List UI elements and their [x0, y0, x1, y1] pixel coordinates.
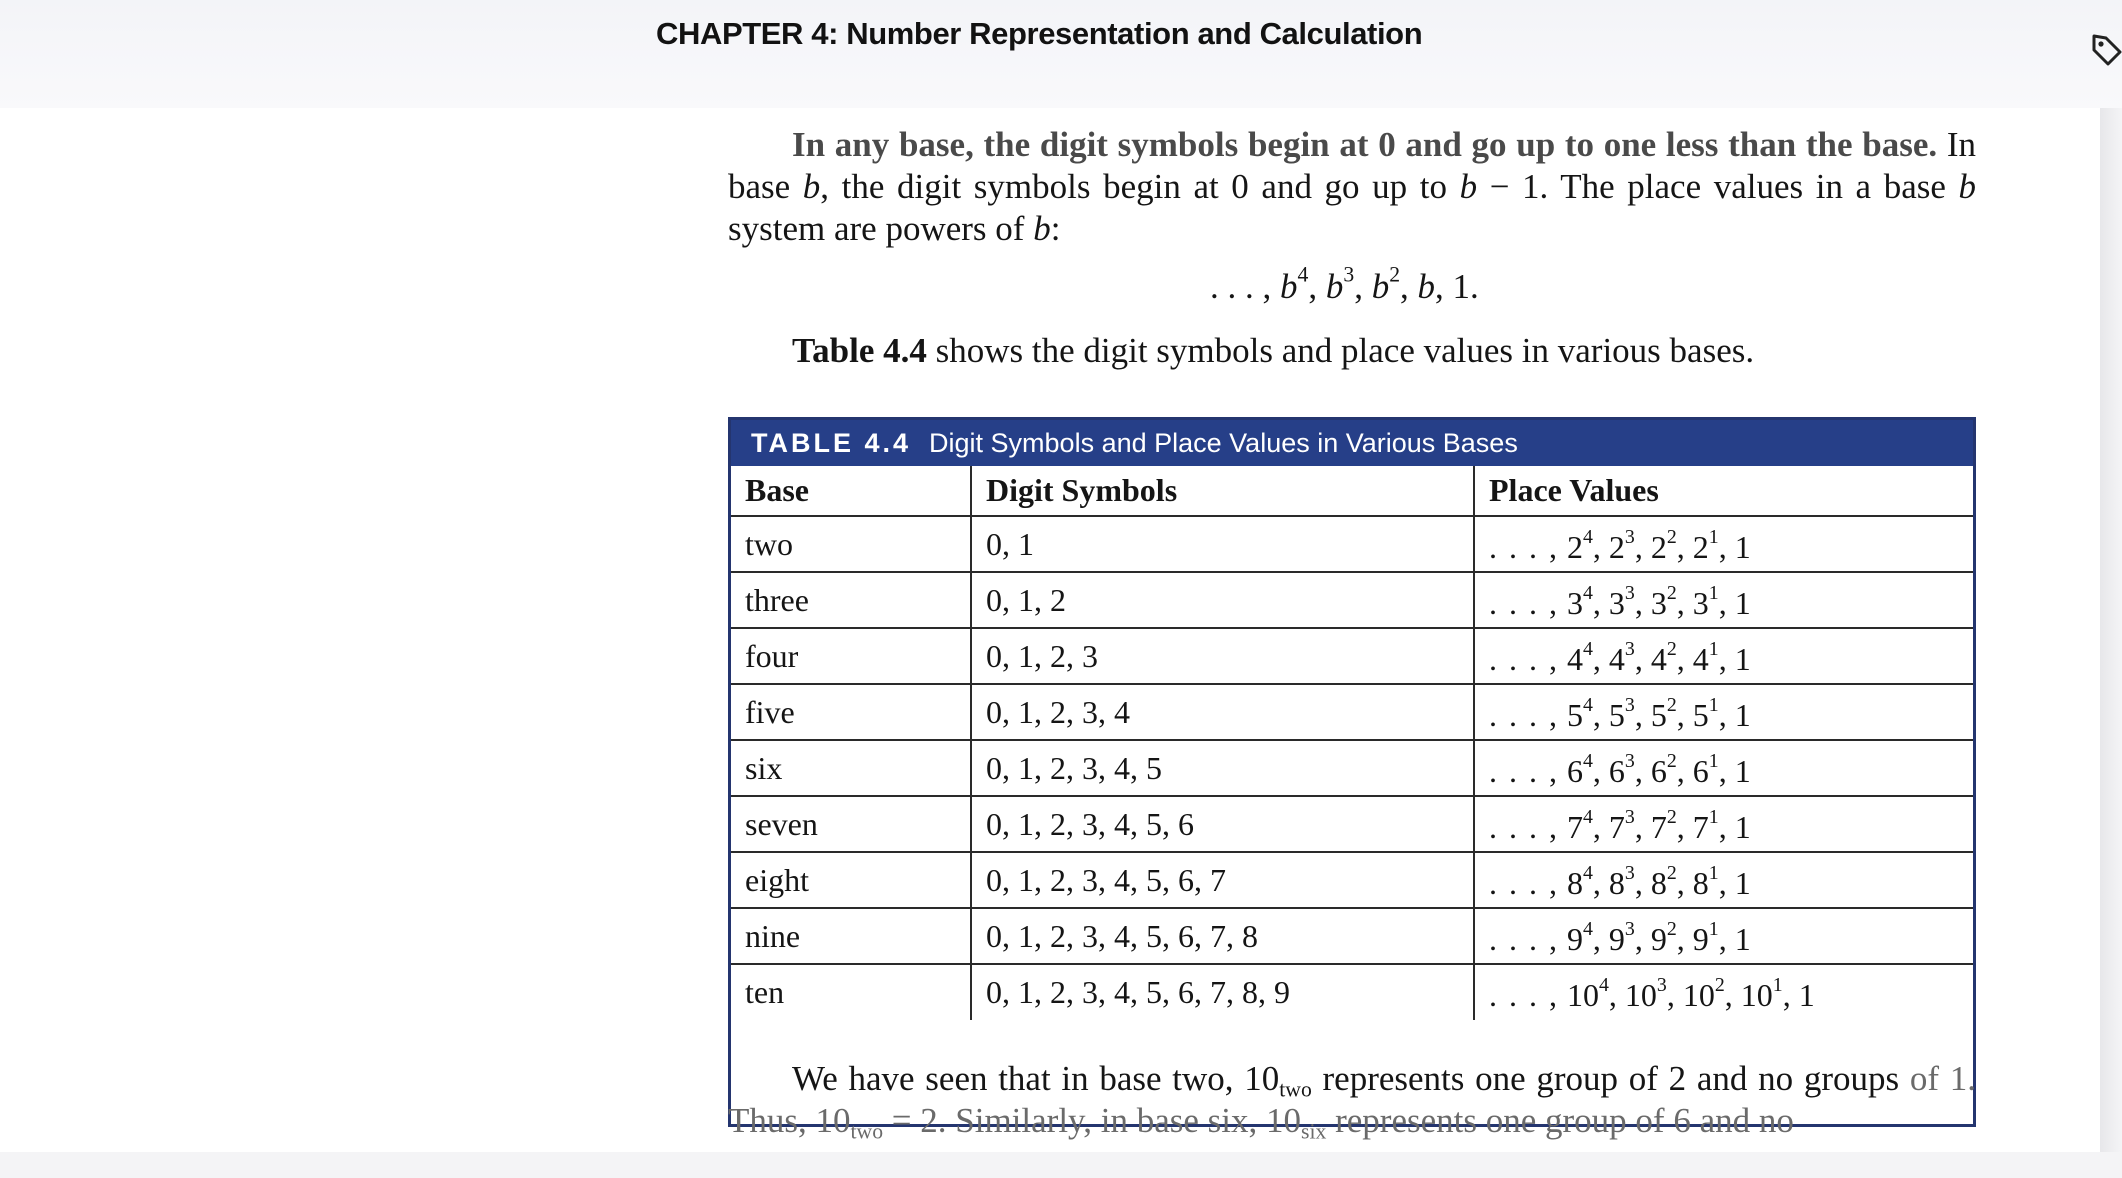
cell-digit-symbols: 0, 1, 2, 3, 4, 5, 6, 7, 8, 9	[971, 964, 1474, 1020]
table-caption-title: Digit Symbols and Place Values in Various Bases	[929, 428, 1518, 458]
paragraph-faded-line: of 1. Thus, $10_{two} = 2$. Similarly, in base six, $10_{six}$ represents one group of 6 and no	[728, 1059, 1976, 1144]
cell-place-values: . . . , $6^4$, $6^3$, $6^2$, $6^1$, 1	[1474, 740, 1973, 796]
cell-base: two	[731, 516, 971, 572]
cell-base: ten	[731, 964, 971, 1020]
paragraph-lead: In any base, the digit symbols begin at 0 and go up to one less than the base.	[792, 125, 1938, 164]
scrollbar-track[interactable]	[2100, 108, 2122, 1152]
bases-table	[731, 466, 1973, 1020]
cell-digit-symbols: 0, 1, 2, 3, 4	[971, 684, 1474, 740]
cell-digit-symbols: 0, 1, 2	[971, 572, 1474, 628]
cell-digit-symbols: 0, 1, 2, 3	[971, 628, 1474, 684]
table-caption	[731, 420, 1973, 466]
table-digit-symbols	[728, 417, 1976, 1127]
cell-place-values: . . . , $10^4$, $10^3$, $10^2$, $10^1$, 1	[1474, 964, 1973, 1020]
cell-base: seven	[731, 796, 971, 852]
cell-base: three	[731, 572, 971, 628]
table-header-row	[731, 466, 1973, 516]
cell-digit-symbols: 0, 1, 2, 3, 4, 5, 6	[971, 796, 1474, 852]
cell-digit-symbols: 0, 1, 2, 3, 4, 5, 6, 7	[971, 852, 1474, 908]
cell-place-values: . . . , $8^4$, $8^3$, $8^2$, $8^1$, 1	[1474, 852, 1973, 908]
header-place-values: Place Values	[1474, 466, 1973, 516]
table-row	[731, 852, 1973, 908]
cell-place-values: . . . , $2^4$, $2^3$, $2^2$, $2^1$, 1	[1474, 516, 1973, 572]
paragraph-base-two-example: We have seen that in base two, $10_{two}$ represents one group of 2 and no groups of 1. Thus, $10_{two} = 2$. Similarly, in base six, $10_{six}$ represents one group of 6 and no	[728, 1059, 1976, 1144]
cell-place-values: . . . , $9^4$, $9^3$, $9^2$, $9^1$, 1	[1474, 908, 1973, 964]
header-base: Base	[731, 466, 971, 516]
cell-place-values: . . . , $5^4$, $5^3$, $5^2$, $5^1$, 1	[1474, 684, 1973, 740]
cell-digit-symbols: 0, 1	[971, 516, 1474, 572]
cell-digit-symbols: 0, 1, 2, 3, 4, 5, 6, 7, 8	[971, 908, 1474, 964]
table-row	[731, 684, 1973, 740]
tag-icon[interactable]	[2090, 26, 2122, 66]
table-row	[731, 516, 1973, 572]
paragraph-table-reference: Table 4.4 shows the digit symbols and place values in various bases.	[792, 331, 1755, 370]
cell-base: eight	[731, 852, 971, 908]
cell-base: nine	[731, 908, 971, 964]
chapter-title: CHAPTER 4: Number Representation and Calculation	[656, 16, 1423, 51]
place-value-formula: . . . , $b^4$, $b^3$, $b^2$, b, 1.	[1210, 262, 1479, 306]
cell-place-values: . . . , $4^4$, $4^3$, $4^2$, $4^1$, 1	[1474, 628, 1973, 684]
paragraph-base-digits: In any base, the digit symbols begin at 0 and go up to one less than the base. In base b, the digit symbols begin at 0 and go up to b − 1. The place values in a base b system are powers of b:	[728, 125, 1976, 248]
cell-place-values: . . . , $3^4$, $3^3$, $3^2$, $3^1$, 1	[1474, 572, 1973, 628]
cell-digit-symbols: 0, 1, 2, 3, 4, 5	[971, 740, 1474, 796]
cell-base: five	[731, 684, 971, 740]
table-row	[731, 964, 1973, 1020]
table-row	[731, 908, 1973, 964]
table-row	[731, 740, 1973, 796]
cell-place-values: . . . , $7^4$, $7^3$, $7^2$, $7^1$, 1	[1474, 796, 1973, 852]
header-digit-symbols: Digit Symbols	[971, 466, 1474, 516]
table-row	[731, 572, 1973, 628]
table-row	[731, 796, 1973, 852]
cell-base: six	[731, 740, 971, 796]
bottom-bar	[0, 1152, 2122, 1178]
table-row	[731, 628, 1973, 684]
document-page	[0, 108, 2100, 1152]
cell-base: four	[731, 628, 971, 684]
top-bar	[0, 0, 2122, 108]
table-caption-label: TABLE 4.4	[751, 428, 912, 458]
